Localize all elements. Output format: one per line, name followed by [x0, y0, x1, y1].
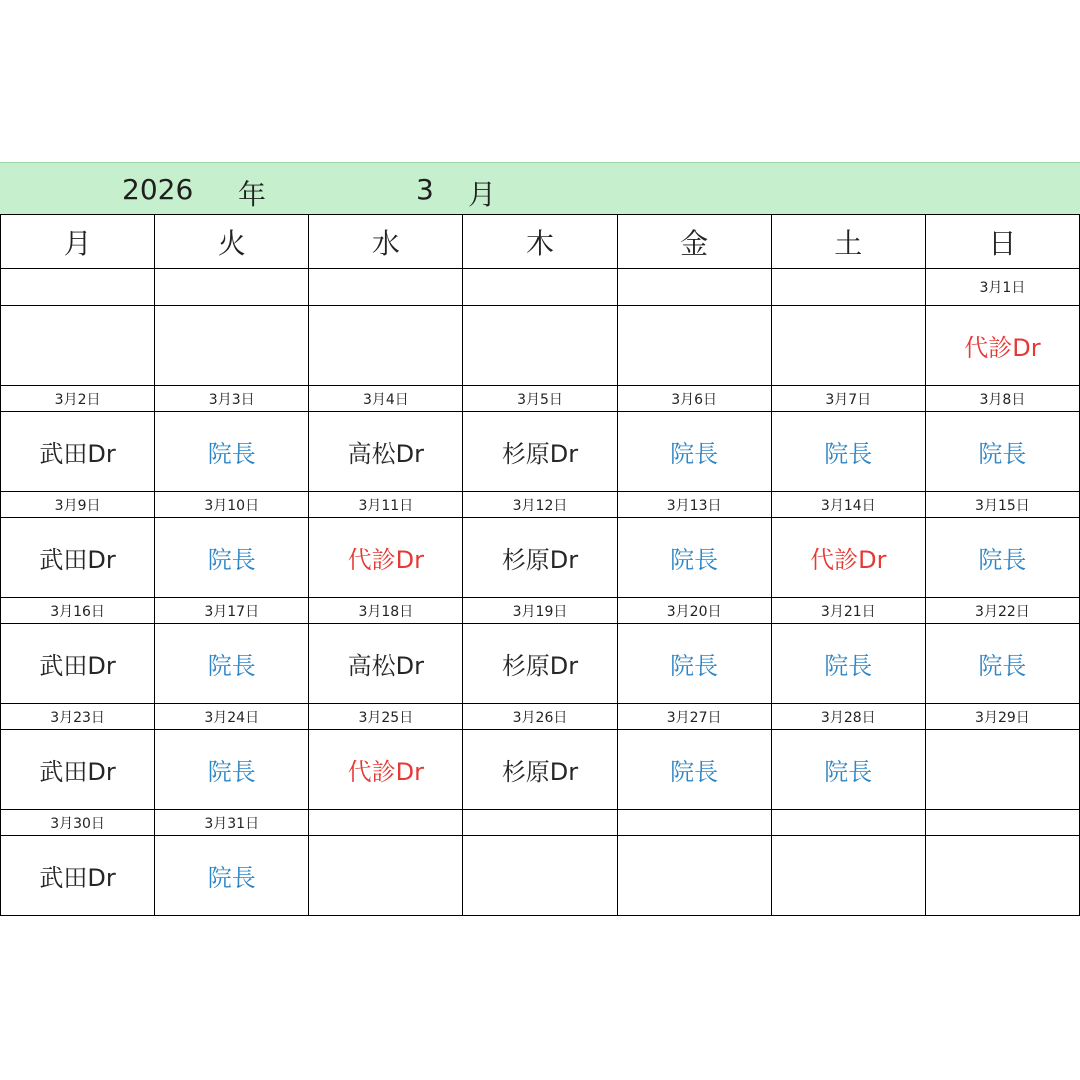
date-label-sun: 3月29日: [925, 704, 1079, 730]
date-label-tue: 3月3日: [155, 386, 309, 412]
date-label-sat: [771, 810, 925, 836]
calendar-title-bar: [0, 162, 1080, 214]
schedule-cell-wed: 代診Dr: [309, 518, 463, 598]
date-label-sat: [771, 269, 925, 306]
date-label-sun: 3月15日: [925, 492, 1079, 518]
schedule-cell-sat: 院長: [771, 412, 925, 492]
date-label-tue: 3月10日: [155, 492, 309, 518]
schedule-cell-sat: [771, 836, 925, 916]
title-year: 2026: [122, 173, 194, 206]
date-row: [1, 269, 1080, 306]
schedule-row: [1, 836, 1080, 916]
schedule-cell-fri: 院長: [617, 730, 771, 810]
date-label-tue: [155, 269, 309, 306]
date-label-tue: 3月17日: [155, 598, 309, 624]
schedule-cell-wed: 高松Dr: [309, 624, 463, 704]
schedule-cell-tue: 院長: [155, 836, 309, 916]
date-label-wed: 3月25日: [309, 704, 463, 730]
date-label-wed: [309, 810, 463, 836]
schedule-cell-mon: 武田Dr: [1, 518, 155, 598]
date-label-thu: [463, 269, 617, 306]
schedule-cell-sat: 院長: [771, 624, 925, 704]
date-label-mon: 3月23日: [1, 704, 155, 730]
weekday-sun: 日: [925, 215, 1079, 269]
schedule-row: [1, 730, 1080, 810]
schedule-cell-sat: 院長: [771, 730, 925, 810]
schedule-cell-sun: 院長: [925, 518, 1079, 598]
date-label-fri: [617, 269, 771, 306]
date-label-thu: 3月26日: [463, 704, 617, 730]
schedule-cell-wed: [309, 836, 463, 916]
date-label-mon: [1, 269, 155, 306]
date-row: [1, 704, 1080, 730]
schedule-cell-wed: 代診Dr: [309, 730, 463, 810]
date-label-thu: 3月5日: [463, 386, 617, 412]
calendar-grid: [0, 214, 1080, 916]
date-label-wed: 3月18日: [309, 598, 463, 624]
date-row: [1, 386, 1080, 412]
date-label-wed: [309, 269, 463, 306]
schedule-cell-thu: [463, 306, 617, 386]
schedule-cell-sun: 院長: [925, 412, 1079, 492]
schedule-cell-fri: 院長: [617, 518, 771, 598]
date-row: [1, 598, 1080, 624]
schedule-cell-fri: [617, 836, 771, 916]
schedule-cell-sat: [771, 306, 925, 386]
schedule-cell-sun: 代診Dr: [925, 306, 1079, 386]
schedule-row: [1, 518, 1080, 598]
schedule-cell-sun: [925, 730, 1079, 810]
weekday-sat: 土: [771, 215, 925, 269]
date-label-mon: 3月16日: [1, 598, 155, 624]
date-label-wed: 3月4日: [309, 386, 463, 412]
schedule-cell-mon: 武田Dr: [1, 836, 155, 916]
weekday-wed: 水: [309, 215, 463, 269]
schedule-cell-tue: 院長: [155, 412, 309, 492]
schedule-cell-fri: [617, 306, 771, 386]
schedule-cell-tue: 院長: [155, 518, 309, 598]
date-label-thu: 3月12日: [463, 492, 617, 518]
date-label-sat: 3月7日: [771, 386, 925, 412]
date-label-mon: 3月30日: [1, 810, 155, 836]
weekday-mon: 月: [1, 215, 155, 269]
date-label-wed: 3月11日: [309, 492, 463, 518]
schedule-row: [1, 412, 1080, 492]
title-year-label: 年: [238, 178, 267, 211]
schedule-cell-tue: [155, 306, 309, 386]
schedule-cell-tue: 院長: [155, 730, 309, 810]
schedule-cell-thu: [463, 836, 617, 916]
date-label-thu: 3月19日: [463, 598, 617, 624]
date-label-fri: 3月13日: [617, 492, 771, 518]
schedule-cell-thu: 杉原Dr: [463, 730, 617, 810]
date-label-fri: [617, 810, 771, 836]
date-row: [1, 492, 1080, 518]
weekday-header-row: [1, 215, 1080, 269]
schedule-row: [1, 306, 1080, 386]
date-label-sun: 3月22日: [925, 598, 1079, 624]
schedule-cell-wed: 高松Dr: [309, 412, 463, 492]
date-label-fri: 3月20日: [617, 598, 771, 624]
schedule-cell-tue: 院長: [155, 624, 309, 704]
date-label-sat: 3月28日: [771, 704, 925, 730]
schedule-cell-fri: 院長: [617, 624, 771, 704]
date-label-sat: 3月14日: [771, 492, 925, 518]
weekday-tue: 火: [155, 215, 309, 269]
schedule-cell-sun: [925, 836, 1079, 916]
date-label-sun: [925, 810, 1079, 836]
date-label-fri: 3月6日: [617, 386, 771, 412]
date-label-sat: 3月21日: [771, 598, 925, 624]
weekday-thu: 木: [463, 215, 617, 269]
schedule-cell-sun: 院長: [925, 624, 1079, 704]
schedule-row: [1, 624, 1080, 704]
weekday-fri: 金: [617, 215, 771, 269]
date-label-mon: 3月9日: [1, 492, 155, 518]
date-label-sun: 3月8日: [925, 386, 1079, 412]
date-label-tue: 3月24日: [155, 704, 309, 730]
schedule-cell-mon: 武田Dr: [1, 730, 155, 810]
date-label-mon: 3月2日: [1, 386, 155, 412]
title-month-label: 月: [468, 178, 497, 211]
schedule-cell-mon: 武田Dr: [1, 412, 155, 492]
date-label-tue: 3月31日: [155, 810, 309, 836]
schedule-cell-thu: 杉原Dr: [463, 624, 617, 704]
schedule-cell-thu: 杉原Dr: [463, 518, 617, 598]
date-label-thu: [463, 810, 617, 836]
schedule-cell-wed: [309, 306, 463, 386]
schedule-cell-mon: [1, 306, 155, 386]
date-label-sun: 3月1日: [925, 269, 1079, 306]
schedule-cell-sat: 代診Dr: [771, 518, 925, 598]
title-month: 3: [416, 173, 434, 206]
date-label-fri: 3月27日: [617, 704, 771, 730]
date-row: [1, 810, 1080, 836]
schedule-cell-fri: 院長: [617, 412, 771, 492]
schedule-cell-mon: 武田Dr: [1, 624, 155, 704]
schedule-cell-thu: 杉原Dr: [463, 412, 617, 492]
